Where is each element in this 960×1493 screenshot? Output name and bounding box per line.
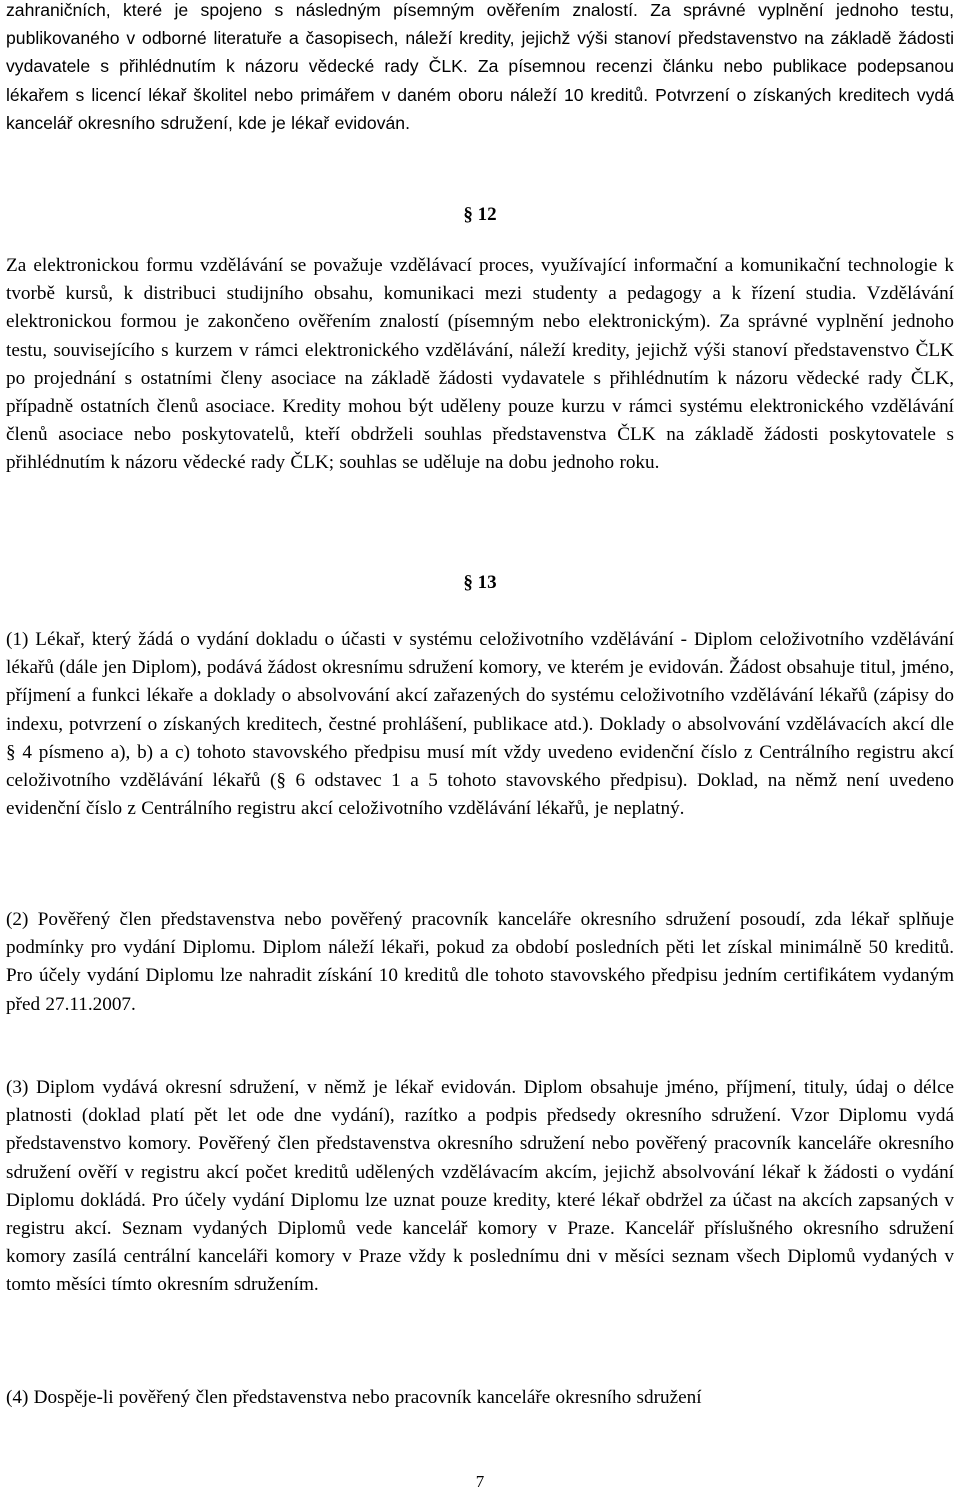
section-12-heading: § 12 — [463, 204, 497, 225]
section-13-heading: § 13 — [463, 572, 497, 593]
paragraph-top: zahraničních, které je spojeno s následným písemným ověřením znalostí. Za správné vyplnění jednoho testu, publikovaného v odborné literatuře a časopisech, náleží kredity, jejichž výši stanoví představenstvo na základě žádosti vydavatele s přihlédnutím k názoru vědecké rady ČLK. Za písemnou recenzi článku nebo publikace podepsanou lékařem s licencí lékař školitel nebo primářem v daném oboru náleží 10 kreditů. Potvrzení o získaných kreditech vydá kancelář okresního sdružení, kde je lékař evidován. — [6, 0, 954, 133]
section-13-paragraph-4: (4) Dospěje-li pověřený člen představenstva nebo pracovník kanceláře okresního sdružení — [6, 1387, 702, 1408]
section-13-paragraph-1: (1) Lékař, který žádá o vydání dokladu o účasti v systému celoživotního vzdělávání - Diplom celoživotního vzdělávání lékařů (dále jen Diplom), podává žádost okresnímu sdružení komory, ve kterém je evidován. Žádost obsahuje titul, jméno, příjmení a funkci lékaře a doklady o absolvování akcí zařazených do systému celoživotního vzdělávání lékařů (zápisy do indexu, potvrzení o získaných kreditech, čestné prohlášení, publikace atd.). Doklady o absolvování vzdělávacích akcí dle § 4 písmeno a), b) a c) tohoto stavovského předpisu musí mít vždy uvedeno evidenční číslo z Centrálního registru akcí celoživotního vzdělávání lékařů (§ 6 odstavec 1 a 5 tohoto stavovského předpisu). Doklad, na němž není uvedeno evidenční číslo z Centrálního registru akcí celoživotního vzdělávání lékařů, je neplatný. — [6, 629, 954, 820]
section-13-paragraph-3: (3) Diplom vydává okresní sdružení, v němž je lékař evidován. Diplom obsahuje jméno, příjmení, tituly, údaj o délce platnosti (doklad platí pět let ode dne vydání), razítko a podpis předsedy okresního sdružení. Vzor Diplomu vydá představenstvo komory. Pověřený člen představenstva okresního sdružení nebo pověřený pracovník kanceláře okresního sdružení ověří v registru akcí počet kreditů udělených vzdělávacím akcím, jejichž absolvování lékař k žádosti o vydání Diplomu dokládá. Pro účely vydání Diplomu lze uznat pouze kredity, které lékař obdržel za účast na akcích zapsaných v registru akcí. Seznam vydaných Diplomů vede kancelář komory v Praze. Kancelář příslušného okresního sdružení komory zasílá centrální kanceláři komory v Praze vždy k poslednímu dni v měsíci seznam všech Diplomů vydaných v tomto měsíci tímto okresním sdružením. — [6, 1077, 954, 1296]
section-13-paragraph-2: (2) Pověřený člen představenstva nebo pověřený pracovník kanceláře okresního sdružení posoudí, zda lékař splňuje podmínky pro vydání Diplomu. Diplom náleží lékaři, pokud za období posledních pěti let získal minimálně 50 kreditů. Pro účely vydání Diplomu lze nahradit získání 10 kreditů dle tohoto stavovského předpisu jedním certifikátem vydaným před 27.11.2007. — [6, 909, 954, 1015]
page-number: 7 — [475, 1472, 485, 1491]
section-12-text: Za elektronickou formu vzdělávání se považuje vzdělávací proces, využívající informační a komunikační technologie k tvorbě kursů, k distribuci studijního obsahu, komunikaci mezi studenty a pedagogy a k řízení studia. Vzdělávání elektronickou formou je zakončeno ověřením znalostí (písemným nebo elektronickým). Za správné vyplnění jednoho testu, souvisejícího s kurzem v rámci elektronického vzdělávání, náleží kredity, jejichž výši stanoví představenstvo ČLK po projednání s ostatními členy asociace na základě žádosti vydavatele s přihlédnutím k názoru vědecké rady ČLK, případně ostatních členů asociace. Kredity mohou být uděleny pouze kurzu v rámci systému elektronického vzdělávání členů asociace nebo poskytovatelů, kteří obdrželi souhlas představenstva ČLK na základě žádosti poskytovatele s přihlédnutím k názoru vědecké rady ČLK; souhlas se uděluje na dobu jednoho roku. — [6, 255, 954, 474]
